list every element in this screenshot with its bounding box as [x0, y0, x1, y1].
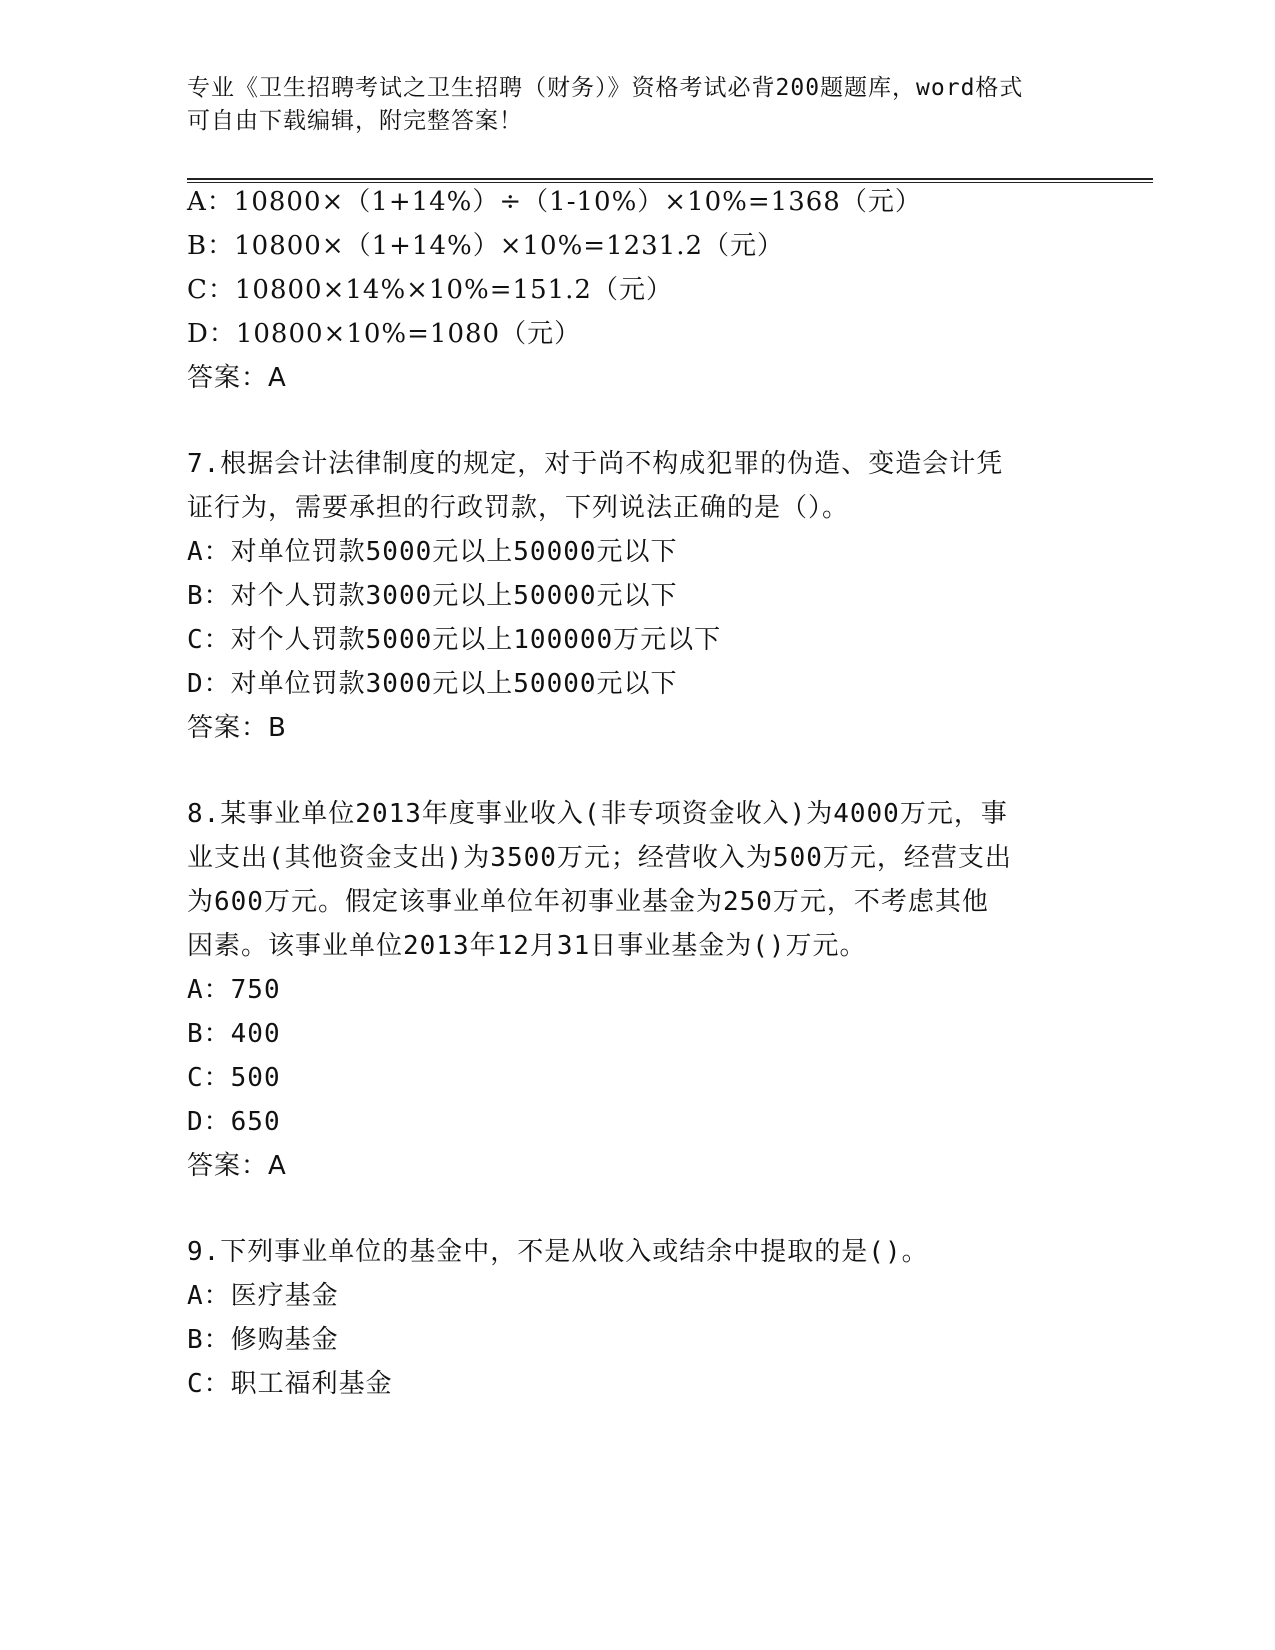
q9-option-a: A：医疗基金 [187, 1281, 339, 1311]
q8-answer: 答案：A [187, 1151, 287, 1181]
q6-option-b: B：10800×（1+14%）×10%=1231.2（元） [187, 231, 785, 261]
q8-stem-line4: 因素。该事业单位2013年12月31日事业基金为()万元。 [187, 931, 867, 961]
q9-option-b: B：修购基金 [187, 1325, 339, 1355]
q9-option-c: C：职工福利基金 [187, 1369, 393, 1399]
q7-stem-line1: 7.根据会计法律制度的规定，对于尚不构成犯罪的伪造、变造会计凭 [187, 449, 1004, 479]
q6-option-d: D：10800×10%=1080（元） [187, 319, 582, 349]
q6-option-a: A：10800×（1+14%）÷（1-10%）×10%=1368（元） [187, 187, 922, 217]
q8-option-c: C：500 [187, 1063, 281, 1093]
q7-option-b: B：对个人罚款3000元以上50000元以下 [187, 581, 678, 611]
q8-stem-line3: 为600万元。假定该事业单位年初事业基金为250万元，不考虑其他 [187, 887, 989, 917]
q8-stem-line1: 8.某事业单位2013年度事业收入(非专项资金收入)为4000万元，事 [187, 799, 1008, 829]
q7-option-d: D：对单位罚款3000元以上50000元以下 [187, 669, 678, 699]
q7-option-a: A：对单位罚款5000元以上50000元以下 [187, 537, 678, 567]
q7-answer: 答案：B [187, 713, 287, 743]
q9-stem-line1: 9.下列事业单位的基金中，不是从收入或结余中提取的是()。 [187, 1237, 929, 1267]
header-divider [187, 178, 1153, 183]
q7-option-c: C：对个人罚款5000元以上100000万元以下 [187, 625, 722, 655]
document-header [187, 72, 1087, 138]
q8-option-a: A：750 [187, 975, 281, 1005]
q8-option-d: D：650 [187, 1107, 281, 1137]
q7-stem-line2: 证行为，需要承担的行政罚款，下列说法正确的是（）。 [187, 493, 850, 523]
header-title-line1: 专业《卫生招聘考试之卫生招聘（财务）》资格考试必背200题题库，word格式 [187, 75, 1024, 101]
q8-stem-line2: 业支出(其他资金支出)为3500万元；经营收入为500万元，经营支出 [187, 843, 1012, 873]
q6-answer: 答案：A [187, 363, 287, 393]
q6-option-c: C：10800×14%×10%=151.2（元） [187, 275, 673, 305]
header-title-line2: 可自由下载编辑，附完整答案！ [187, 108, 523, 134]
q8-option-b: B：400 [187, 1019, 281, 1049]
